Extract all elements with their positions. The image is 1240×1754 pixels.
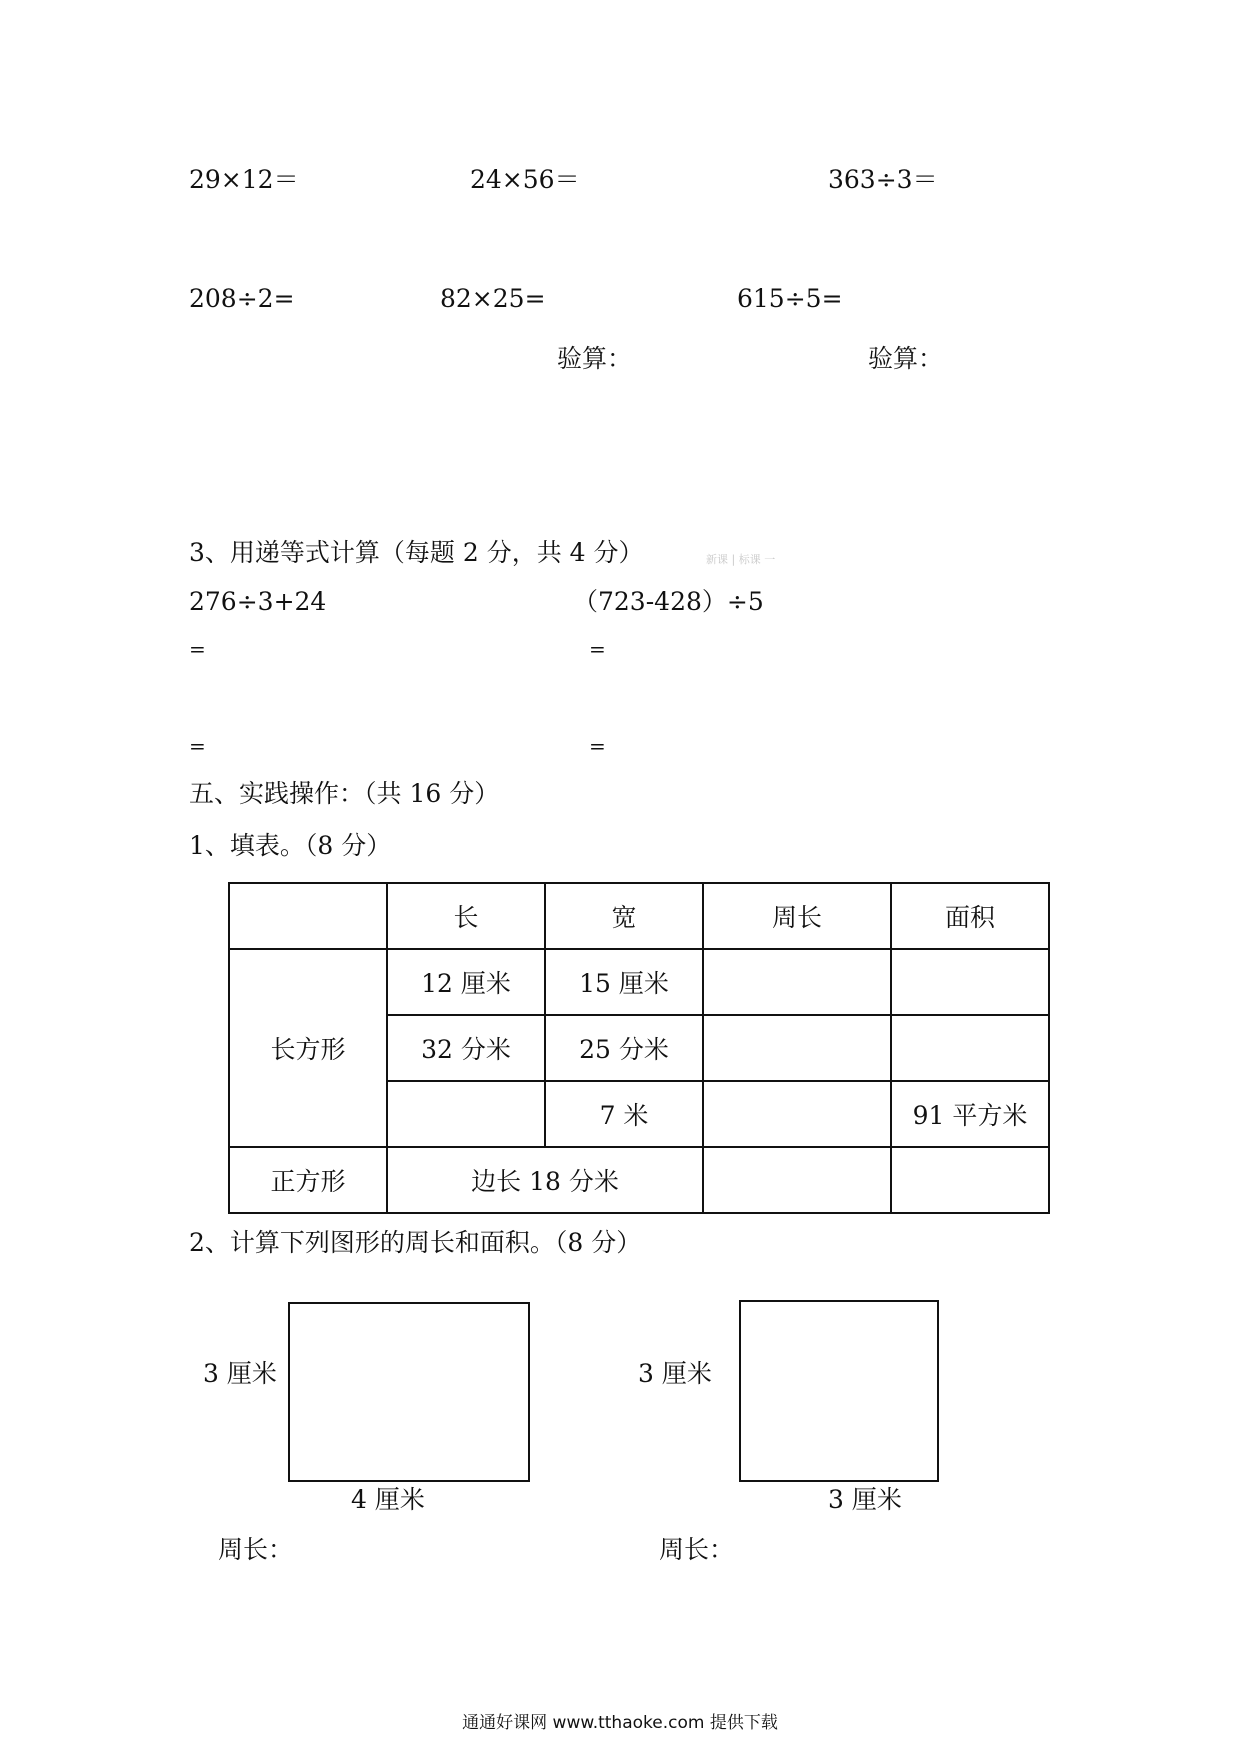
square-side-label: 3 厘米 <box>638 1359 712 1388</box>
question-1-title: 1、填表。（8 分） <box>189 831 392 860</box>
faint-watermark-text: 新课 | 标课 一 <box>706 553 776 566</box>
cell-perimeter <box>703 1015 891 1081</box>
exercise-4: 208÷2= <box>189 284 295 313</box>
exercise-2: 24×56＝ <box>470 165 580 194</box>
table-row <box>229 1147 1049 1213</box>
square-figure <box>739 1300 939 1482</box>
fill-in-table <box>228 882 1050 1214</box>
cell-area <box>891 949 1049 1015</box>
exercise-3: 363÷3＝ <box>828 165 938 194</box>
cell-length <box>387 1081 545 1147</box>
table-row <box>229 949 1049 1015</box>
exercise-5: 82×25= <box>440 284 546 313</box>
cell-width: 7 米 <box>545 1081 703 1147</box>
square-side-cell: 边长 18 分米 <box>387 1147 703 1213</box>
equals-1b: = <box>189 734 206 758</box>
part-5-title: 五、实践操作：（共 16 分） <box>189 779 500 808</box>
cell-area <box>891 1147 1049 1213</box>
expression-1: 276÷3+24 <box>189 587 327 616</box>
table-header-perimeter: 周长 <box>703 883 891 949</box>
question-2-title: 2、计算下列图形的周长和面积。（8 分） <box>189 1228 642 1257</box>
cell-area <box>891 1015 1049 1081</box>
cell-width: 25 分米 <box>545 1015 703 1081</box>
table-header-width: 宽 <box>545 883 703 949</box>
square-label: 正方形 <box>229 1147 387 1213</box>
equals-2a: = <box>589 637 606 661</box>
cell-length: 32 分米 <box>387 1015 545 1081</box>
cell-width: 15 厘米 <box>545 949 703 1015</box>
cell-perimeter <box>703 1147 891 1213</box>
cell-length: 12 厘米 <box>387 949 545 1015</box>
rectangle-label: 长方形 <box>229 949 387 1147</box>
rectangle-bottom-label: 4 厘米 <box>351 1485 425 1514</box>
cell-perimeter <box>703 949 891 1015</box>
table-header-blank <box>229 883 387 949</box>
cell-area: 91 平方米 <box>891 1081 1049 1147</box>
exercise-6: 615÷5= <box>737 284 843 313</box>
table-header-area: 面积 <box>891 883 1049 949</box>
perimeter-label-1: 周长： <box>218 1535 294 1564</box>
perimeter-label-2: 周长： <box>659 1535 735 1564</box>
section-3-title: 3、用递等式计算（每题 2 分，共 4 分） <box>189 538 644 567</box>
rectangle-figure <box>288 1302 530 1482</box>
check-label-2: 验算： <box>868 344 944 373</box>
equals-1a: = <box>189 637 206 661</box>
page-footer: 通通好课网 www.tthaoke.com 提供下载 <box>462 1713 778 1733</box>
expression-2: （723-428）÷5 <box>573 587 764 616</box>
table-header-length: 长 <box>387 883 545 949</box>
rectangle-side-label: 3 厘米 <box>203 1359 277 1388</box>
square-bottom-label: 3 厘米 <box>828 1485 902 1514</box>
equals-2b: = <box>589 734 606 758</box>
check-label-1: 验算： <box>557 344 633 373</box>
cell-perimeter <box>703 1081 891 1147</box>
exercise-1: 29×12＝ <box>189 165 299 194</box>
